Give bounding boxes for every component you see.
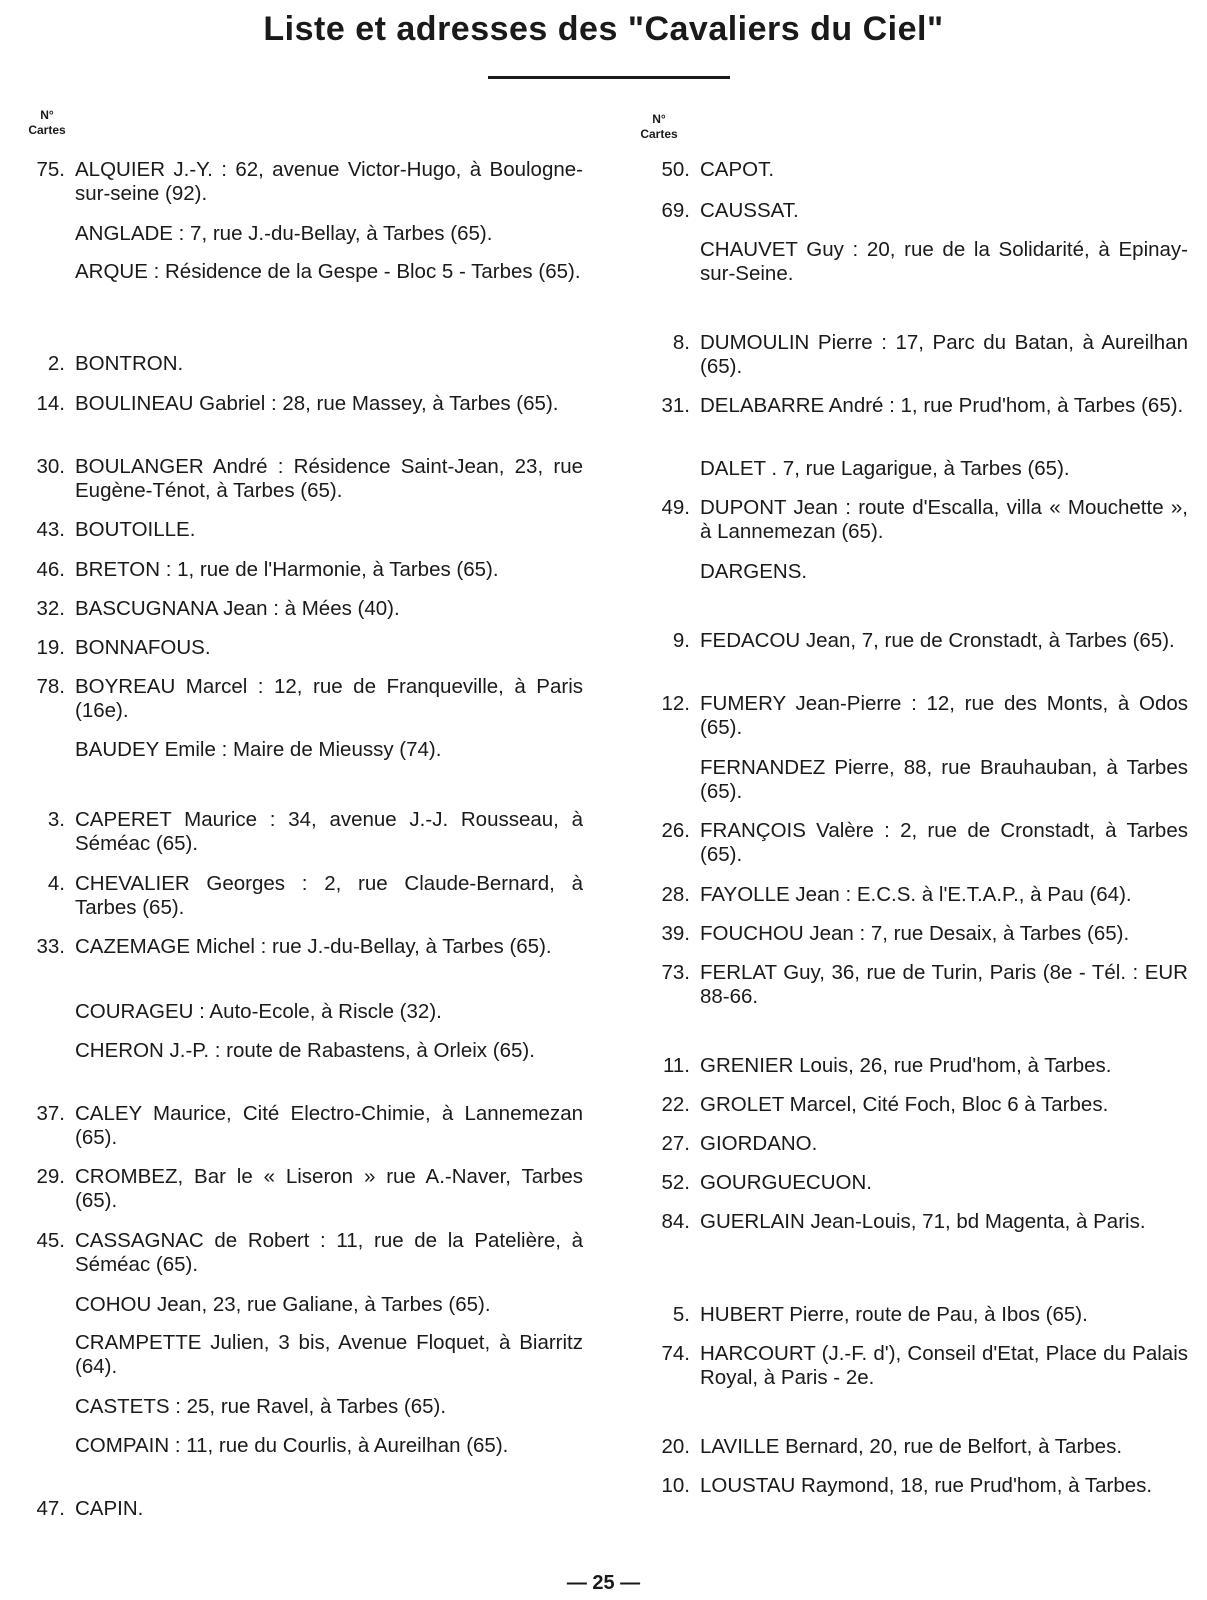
entry-text: HUBERT Pierre, route de Pau, à Ibos (65). <box>700 1303 1088 1326</box>
card-number: 39. <box>661 922 690 945</box>
list-entry <box>36 1229 583 1277</box>
entry-text: COMPAIN : 11, rue du Courlis, à Aureilhan (65). <box>75 1434 509 1457</box>
entry-text: HARCOURT (J.-F. d'), Conseil d'Etat, Place du Palais Royal, à Paris - 2e. <box>700 1342 1188 1389</box>
list-entry <box>75 1331 583 1379</box>
list-entry <box>75 1039 583 1063</box>
entry-text: LAVILLE Bernard, 20, rue de Belfort, à Tarbes. <box>700 1435 1123 1458</box>
list-entry <box>47 872 583 920</box>
card-number: 37. <box>36 1102 65 1125</box>
list-entry <box>36 675 583 723</box>
column-header-cartes: Cartes <box>28 123 66 137</box>
column-header-no: N° <box>652 112 666 126</box>
card-number: 78. <box>36 675 65 698</box>
page-title: Liste et adresses des "Cavaliers du Ciel" <box>263 10 944 48</box>
entry-text: ARQUE : Résidence de la Gespe - Bloc 5 - Tarbes (65). <box>75 260 581 283</box>
card-number: 20. <box>661 1435 690 1458</box>
entry-text: CAPIN. <box>75 1497 144 1520</box>
card-number: 69. <box>661 199 690 222</box>
list-entry <box>700 238 1188 286</box>
entry-text: DELABARRE André : 1, rue Prud'hom, à Tarbes (65). <box>700 394 1184 417</box>
entry-text: GRENIER Louis, 26, rue Prud'hom, à Tarbes. <box>700 1054 1112 1077</box>
entry-text: CROMBEZ, Bar le « Liseron » rue A.-Naver, Tarbes (65). <box>75 1165 583 1212</box>
list-entry <box>700 457 1188 481</box>
entry-text: DARGENS. <box>700 560 808 583</box>
entry-text: BOYREAU Marcel : 12, rue de Franqueville, à Paris (16e). <box>75 675 583 722</box>
page-number: — 25 — <box>566 1572 641 1594</box>
list-entry <box>36 518 583 542</box>
entry-text: COHOU Jean, 23, rue Galiane, à Tarbes (65). <box>75 1293 491 1316</box>
list-entry <box>661 496 1188 544</box>
entry-text: CAZEMAGE Michel : rue J.-du-Bellay, à Tarbes (65). <box>75 935 552 958</box>
list-entry <box>47 808 583 856</box>
entry-text: FAYOLLE Jean : E.C.S. à l'E.T.A.P., à Pau (64). <box>700 883 1132 906</box>
right-column-header <box>634 112 684 142</box>
list-entry <box>75 1000 583 1024</box>
entry-text: CALEY Maurice, Cité Electro-Chimie, à Lannemezan (65). <box>75 1102 583 1149</box>
entry-text: BONNAFOUS. <box>75 636 211 659</box>
card-number: 73. <box>661 961 690 984</box>
list-entry <box>661 961 1188 1009</box>
entry-text: ALQUIER J.-Y. : 62, avenue Victor-Hugo, à Boulogne-sur-seine (92). <box>75 158 583 205</box>
entry-text: CAPERET Maurice : 34, avenue J.-J. Rousseau, à Séméac (65). <box>75 808 583 855</box>
entry-text: LOUSTAU Raymond, 18, rue Prud'hom, à Tarbes. <box>700 1474 1153 1497</box>
entry-text: BONTRON. <box>75 352 184 375</box>
card-number: 33. <box>36 935 65 958</box>
entry-text: BRETON : 1, rue de l'Harmonie, à Tarbes (65). <box>75 558 499 581</box>
list-entry <box>36 455 583 503</box>
list-entry <box>663 1054 1188 1078</box>
entry-text: FERNANDEZ Pierre, 88, rue Brauhauban, à Tarbes (65). <box>700 756 1188 803</box>
list-entry <box>661 819 1188 867</box>
list-entry <box>661 1210 1188 1234</box>
entry-text: CASTETS : 25, rue Ravel, à Tarbes (65). <box>75 1395 447 1418</box>
list-entry <box>661 922 1188 946</box>
entry-text: ANGLADE : 7, rue J.-du-Bellay, à Tarbes (65). <box>75 222 493 245</box>
list-entry <box>661 1093 1188 1117</box>
list-entry <box>36 597 583 621</box>
card-number: 2. <box>47 352 65 375</box>
list-entry <box>75 260 583 284</box>
card-number: 26. <box>661 819 690 842</box>
list-entry <box>661 1171 1188 1195</box>
card-number: 43. <box>36 518 65 541</box>
entry-text: DUPONT Jean : route d'Escalla, villa « Mouchette », à Lannemezan (65). <box>700 496 1188 543</box>
list-entry <box>661 199 1188 223</box>
entry-text: CASSAGNAC de Robert : 11, rue de la Patelière, à Séméac (65). <box>75 1229 583 1276</box>
card-number: 31. <box>661 394 690 417</box>
entry-text: CRAMPETTE Julien, 3 bis, Avenue Floquet, à Biarritz (64). <box>75 1331 583 1378</box>
card-number: 46. <box>36 558 65 581</box>
card-number: 19. <box>36 636 65 659</box>
list-entry <box>661 1132 1188 1156</box>
list-entry <box>700 560 1188 584</box>
entry-text: FUMERY Jean-Pierre : 12, rue des Monts, à Odos (65). <box>700 692 1188 739</box>
list-entry <box>700 756 1188 804</box>
list-entry <box>75 222 583 246</box>
list-entry <box>661 1474 1188 1498</box>
column-header-no: N° <box>40 108 54 122</box>
entry-text: BOULINEAU Gabriel : 28, rue Massey, à Tarbes (65). <box>75 392 559 415</box>
card-number: 10. <box>661 1474 690 1497</box>
left-column-header <box>22 108 72 138</box>
entry-text: CHERON J.-P. : route de Rabastens, à Orleix (65). <box>75 1039 535 1062</box>
card-number: 28. <box>661 883 690 906</box>
card-number: 9. <box>672 629 690 652</box>
list-entry <box>661 883 1188 907</box>
list-entry <box>672 331 1188 379</box>
card-number: 49. <box>661 496 690 519</box>
list-entry <box>47 352 583 376</box>
list-entry <box>75 1293 583 1317</box>
card-number: 52. <box>661 1171 690 1194</box>
list-entry <box>36 392 583 416</box>
list-entry <box>36 1165 583 1213</box>
card-number: 30. <box>36 455 65 478</box>
card-number: 84. <box>661 1210 690 1233</box>
card-number: 74. <box>661 1342 690 1365</box>
list-entry <box>75 1434 583 1458</box>
list-entry <box>36 636 583 660</box>
card-number: 47. <box>36 1497 65 1520</box>
entry-text: CAUSSAT. <box>700 199 799 222</box>
list-entry <box>75 1395 583 1419</box>
list-entry <box>661 158 1188 182</box>
entry-text: FERLAT Guy, 36, rue de Turin, Paris (8e - Tél. : EUR 88-66. <box>700 961 1188 1008</box>
card-number: 45. <box>36 1229 65 1252</box>
entry-text: FOUCHOU Jean : 7, rue Desaix, à Tarbes (65). <box>700 922 1130 945</box>
entry-text: FRANÇOIS Valère : 2, rue de Cronstadt, à Tarbes (65). <box>700 819 1188 866</box>
entry-text: CHAUVET Guy : 20, rue de la Solidarité, à Epinay-sur-Seine. <box>700 238 1188 285</box>
card-number: 14. <box>36 392 65 415</box>
list-entry <box>661 1435 1188 1459</box>
card-number: 4. <box>47 872 65 895</box>
entry-text: GOURGUECUON. <box>700 1171 872 1194</box>
list-entry <box>672 629 1188 653</box>
entry-text: BOUTOILLE. <box>75 518 196 541</box>
card-number: 32. <box>36 597 65 620</box>
card-number: 50. <box>661 158 690 181</box>
entry-text: BASCUGNANA Jean : à Mées (40). <box>75 597 400 620</box>
list-entry <box>661 394 1188 418</box>
entry-text: GROLET Marcel, Cité Foch, Bloc 6 à Tarbes. <box>700 1093 1109 1116</box>
entry-text: GIORDANO. <box>700 1132 818 1155</box>
list-entry <box>36 1102 583 1150</box>
list-entry <box>661 1342 1188 1390</box>
entry-text: CAPOT. <box>700 158 775 181</box>
card-number: 3. <box>47 808 65 831</box>
card-number: 27. <box>661 1132 690 1155</box>
card-number: 11. <box>663 1054 690 1077</box>
entry-text: DALET . 7, rue Lagarigue, à Tarbes (65). <box>700 457 1070 480</box>
list-entry <box>661 692 1188 740</box>
column-header-cartes: Cartes <box>640 127 678 141</box>
card-number: 8. <box>672 331 690 354</box>
entry-text: CHEVALIER Georges : 2, rue Claude-Bernard, à Tarbes (65). <box>75 872 583 919</box>
card-number: 75. <box>36 158 65 181</box>
entry-text: BOULANGER André : Résidence Saint-Jean, 23, rue Eugène-Ténot, à Tarbes (65). <box>75 455 583 502</box>
entry-text: FEDACOU Jean, 7, rue de Cronstadt, à Tarbes (65). <box>700 629 1175 652</box>
list-entry <box>36 935 583 959</box>
title-underline <box>488 76 730 79</box>
list-entry <box>75 738 583 762</box>
entry-text: DUMOULIN Pierre : 17, Parc du Batan, à Aureilhan (65). <box>700 331 1188 378</box>
card-number: 22. <box>661 1093 690 1116</box>
card-number: 12. <box>661 692 690 715</box>
list-entry <box>36 1497 583 1521</box>
card-number: 29. <box>36 1165 65 1188</box>
list-entry <box>36 158 583 206</box>
card-number: 5. <box>672 1303 690 1326</box>
list-entry <box>672 1303 1188 1327</box>
entry-text: GUERLAIN Jean-Louis, 71, bd Magenta, à Paris. <box>700 1210 1146 1233</box>
entry-text: COURAGEU : Auto-Ecole, à Riscle (32). <box>75 1000 442 1023</box>
list-entry <box>36 558 583 582</box>
entry-text: BAUDEY Emile : Maire de Mieussy (74). <box>75 738 442 761</box>
